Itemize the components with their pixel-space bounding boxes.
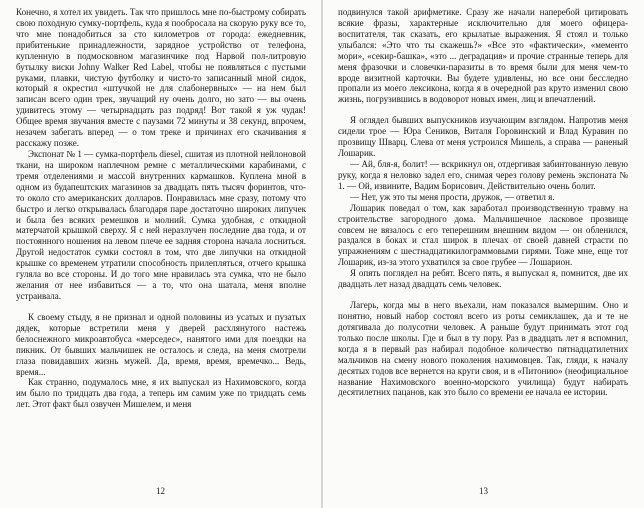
paragraph: Лагерь, когда мы в него въехали, нам показался вымершим. Оно и понятно, новый набор состоял всего из роты семиклашек, да и те не дотягивала до полусотни человек. А раньше будут принимать этот год только после школы. Где и был в ту пору. Раз в двадцать лет я вспомнил, когда я в первый раз набирал подобное количество пятнадцатилетних мальчиков на смену нового поколения нахимовцев. Так, гляди, к началу десятых годов все вернется на круги своя, и в «Питонию» (неофициальное название Нахимовского военно-морского училища) будут набирать десятилетних пацанов, как это было со времени ее начала ее истории. (338, 300, 628, 398)
left-page-text (16, 7, 306, 410)
paragraph: Как странно, подумалось мне, я их выпускал из Нахимовского, когда им было по тридцать два года, а теперь им самим уже по тридцать семь лет. Этот факт был озвучен Мишелем, и меня (16, 377, 306, 410)
paragraph: Экспонат № 1 — сумка-портфель diesel, сшитая из плотной нейлоновой ткани, на широком наплечном ремне с металлическими карабинами, с тремя отделениями и массой внутренних кармашков. Куплена мной в одном из будапештских магазинов за двадцать пять тысяч форинтов, что-то около сто американских долларов. Понравилась мне сразу, потому что быстро и легко открывалась благодаря паре достаточно широких липучек и была без всяких ремешков и молний. Сумка удобная, с откидной матерчатой крышкой сверху. Я с ней неразлучен последние два года, и от постоянного ношения на левом плече ее задняя сторона начала лосниться. Другой недостаток сумки состоял в том, что две липучки на откидной крышке со временем утратили способность прилепляться, отчего крышка гуляла во все стороны. И до того мне нравилась эта сумка, что не было желания от нее избавиться — а то, что она шатала, меня вполне устраивала. (16, 148, 306, 301)
page-number: 12 (156, 486, 165, 496)
left-page (0, 0, 321, 508)
paragraph: Я оглядел бывших выпускников изучающим взглядом. Напротив меня сидели трое — Юра Сеников, Виталя Горовинский и Влад Куравин по прозвищу Шварц. Слева от меня устроился Мишель, а справа — раненый Лошарик. (338, 115, 628, 159)
right-page (323, 0, 644, 508)
paragraph: Лошарик поведал о том, как заработал производственную травму на строительстве загородного дома. Мальчишечное ласковое прозвище совсем не вязалось с его теперешним внешним видом — он обленился, раздался в боках и стал широк в плечах от своей давней страсти по упражнениям с шестнадцатикилограммовыми гирями. Тоже мне, еще тот Лошарик, из-за этого ухватился за свое грубее — Лошарион. (338, 202, 628, 268)
paragraph: Конечно, я хотел их увидеть. Так что пришлось мне по-быстрому собирать свою походную сумку-портфель, куда я пообросала на скорую руку все то, что мне понадобиться за сто километров от города: ежедневник, прибитенькие принадлежности, зарядное устройство от телефона, купленную в подмосковном магазинчике под Нарвой пол-литровую бутылку виски Johny Walker Red Label, чтобы не появляться с пустыми руками, плавки, чистую футболку и чисто-то записанный мной сидок, который я окрестил «штучкой не для слабонервных» — на нем был записан всего один трек, звучащий ну очень долго, но зато — вы очень удивитесь этому — четырнадцать раз подряд! Вот такой я уж чудак! Общее время звучания вместе с паузами 72 минуты и 38 секунд, впрочем, незачем забегать вперед — о том треке и причинах его скачивания я расскажу позже. (16, 7, 306, 149)
paragraph: — Нет, уж это ты меня прости, дружок, — ответил я. (350, 191, 555, 202)
paragraph: Я опять поглядел на ребят. Всего пять, я выпускал я, помнится, две их двадцать лет назад двадцать семь человек. (338, 268, 628, 290)
paragraph: подвинулся такой арифметике. Сразу же начали наперебой цитировать всякие фразы, характерные исключительно для моего офицера-воспитателя, так сказать, его крылатые выражения. Я стоял и только улыбался: «Это что ты скажешь?» «Все это «фактически», «мементо мори», «секир-башка», «это ... деградация» и прочие странные теперь для меня фразочки и словечки-паразиты в то время были для меня чем-то вроде визитной карточки. Вы будете удивлены, но все они бесследно пропали из моего лексикона, когда я в очередной раз круто изменил свою жизнь, погрузившись в водоворот новых имен, лиц и впечатлений. (338, 7, 628, 105)
paragraph: — Ай, бля-я, болит! — вскрикнул он, отдергивая забинтованную левую руку, когда я неловко задел его, снимая через голову ремень экспоната № 1. — Ой, извините, Вадим Борисович. Действительно очень болит. (338, 158, 628, 191)
right-page-text (338, 7, 628, 398)
paragraph: К своему стыду, я не признал и одной половины из усатых и пузатых дядек, которые встретили меня у дверей расхлянутого настежь белоснежного микроавтобуса «мерседес», нанятого ими для поездки на пикник. От бывших мальчишек не осталось и следа, на меня смотрели глаза повидавших жизнь мужей. Да, время, время, времечко... Ведь, время... (16, 311, 306, 377)
page-number: 13 (479, 486, 488, 496)
